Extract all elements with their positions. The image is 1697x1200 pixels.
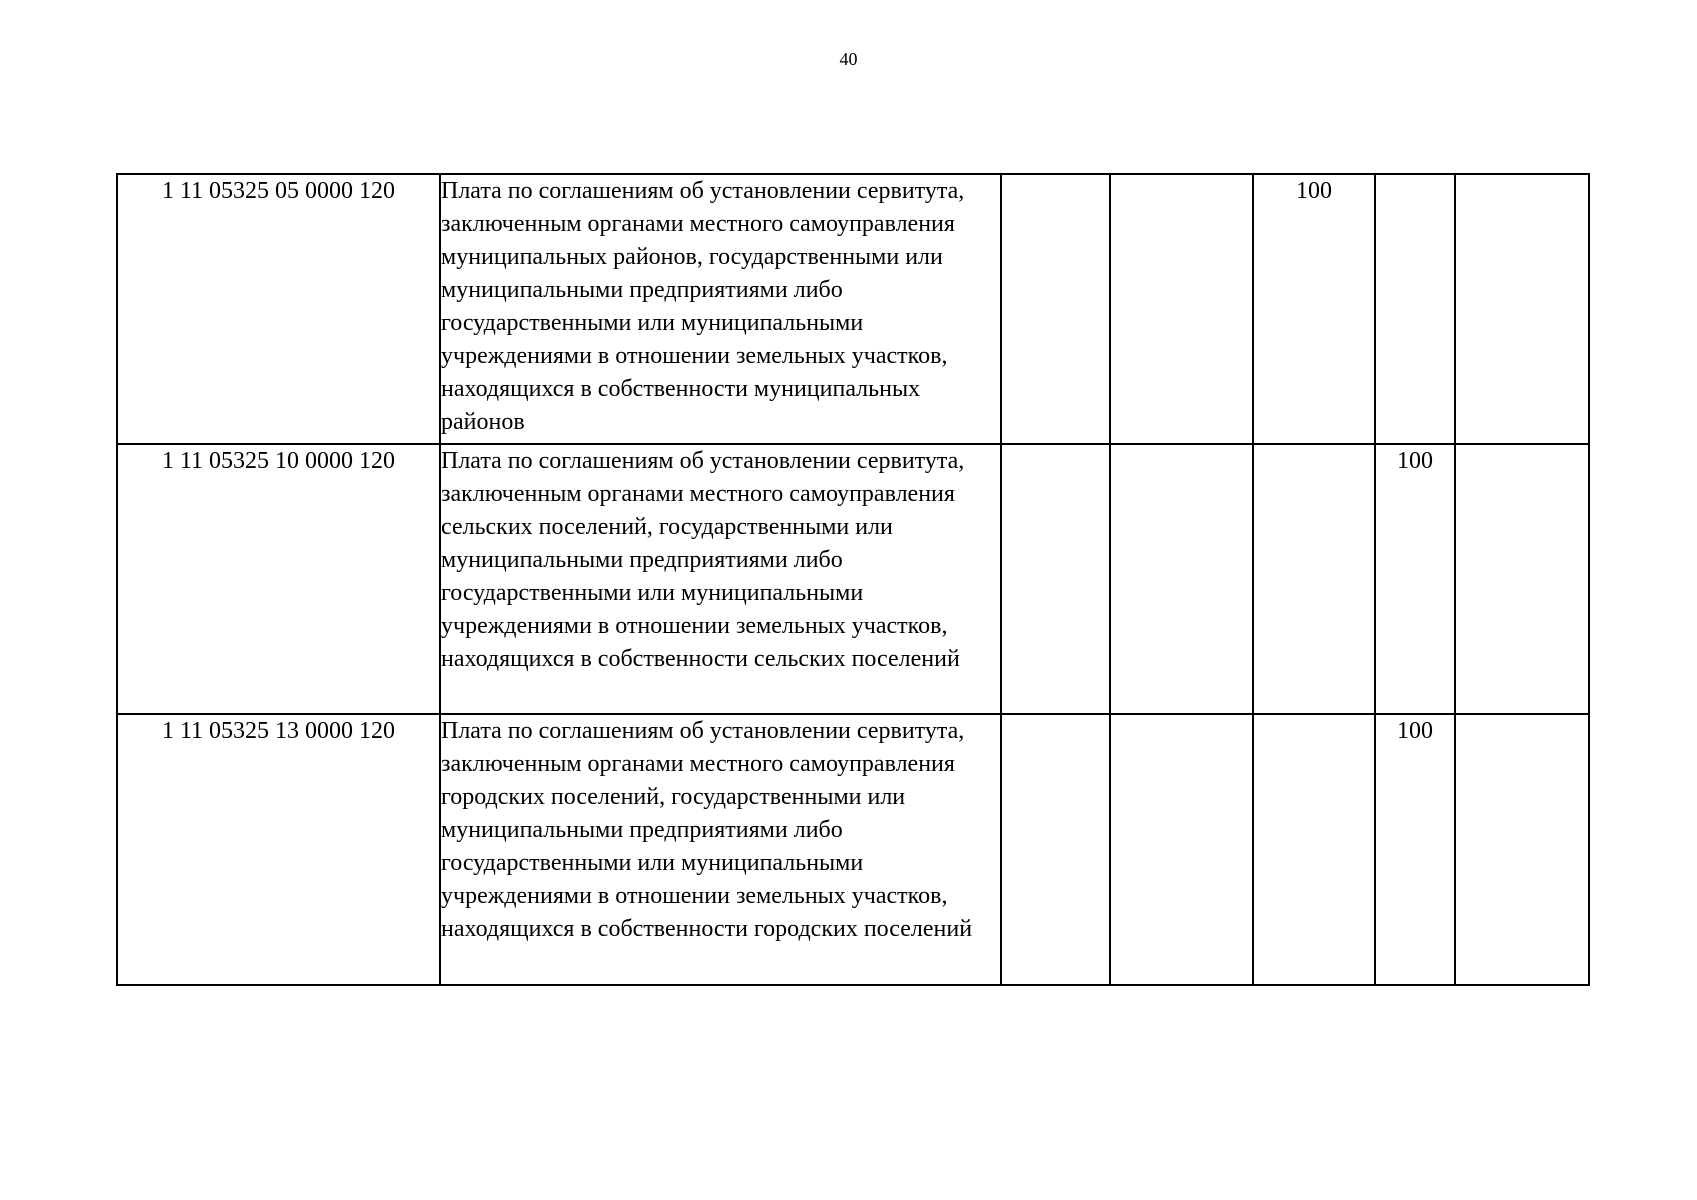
page-number: 40 — [839, 49, 858, 69]
revenue-name-cell: Плата по соглашениям об установлении сервитута, заключенным органами местного самоуправления муниципальных районов, государственными или муниципальными предприятиями либо государственными или муниципальными учреждениями в отношении земельных участков, находящихся в собственности муниципальных районов — [440, 174, 1001, 444]
value-cell-1 — [1001, 714, 1110, 985]
value-cell-2 — [1110, 444, 1253, 714]
value-cell-3 — [1253, 444, 1375, 714]
value-cell-4 — [1375, 174, 1455, 444]
value-cell-2 — [1110, 174, 1253, 444]
budget-code-cell: 1 11 05325 05 0000 120 — [117, 174, 440, 444]
value-cell-2 — [1110, 714, 1253, 985]
revenue-name-cell: Плата по соглашениям об установлении сервитута, заключенным органами местного самоуправления городских поселений, государственными или муниципальными предприятиями либо государственными или муниципальными учреждениями в отношении земельных участков, находящихся в собственности городских поселений — [440, 714, 1001, 985]
table-row — [117, 714, 1589, 985]
revenue-table — [116, 173, 1590, 986]
table-row — [117, 444, 1589, 714]
value-cell-1 — [1001, 174, 1110, 444]
budget-code-cell: 1 11 05325 13 0000 120 — [117, 714, 440, 985]
table-row — [117, 174, 1589, 444]
budget-code-cell: 1 11 05325 10 0000 120 — [117, 444, 440, 714]
revenue-name-cell: Плата по соглашениям об установлении сервитута, заключенным органами местного самоуправления сельских поселений, государственными или муниципальными предприятиями либо государственными или муниципальными учреждениями в отношении земельных участков, находящихся в собственности сельских поселений — [440, 444, 1001, 714]
value-cell-5 — [1455, 714, 1589, 985]
value-cell-3 — [1253, 714, 1375, 985]
value-cell-5 — [1455, 444, 1589, 714]
value-cell-5 — [1455, 174, 1589, 444]
value-cell-3: 100 — [1253, 174, 1375, 444]
value-cell-4: 100 — [1375, 714, 1455, 985]
value-cell-1 — [1001, 444, 1110, 714]
value-cell-4: 100 — [1375, 444, 1455, 714]
